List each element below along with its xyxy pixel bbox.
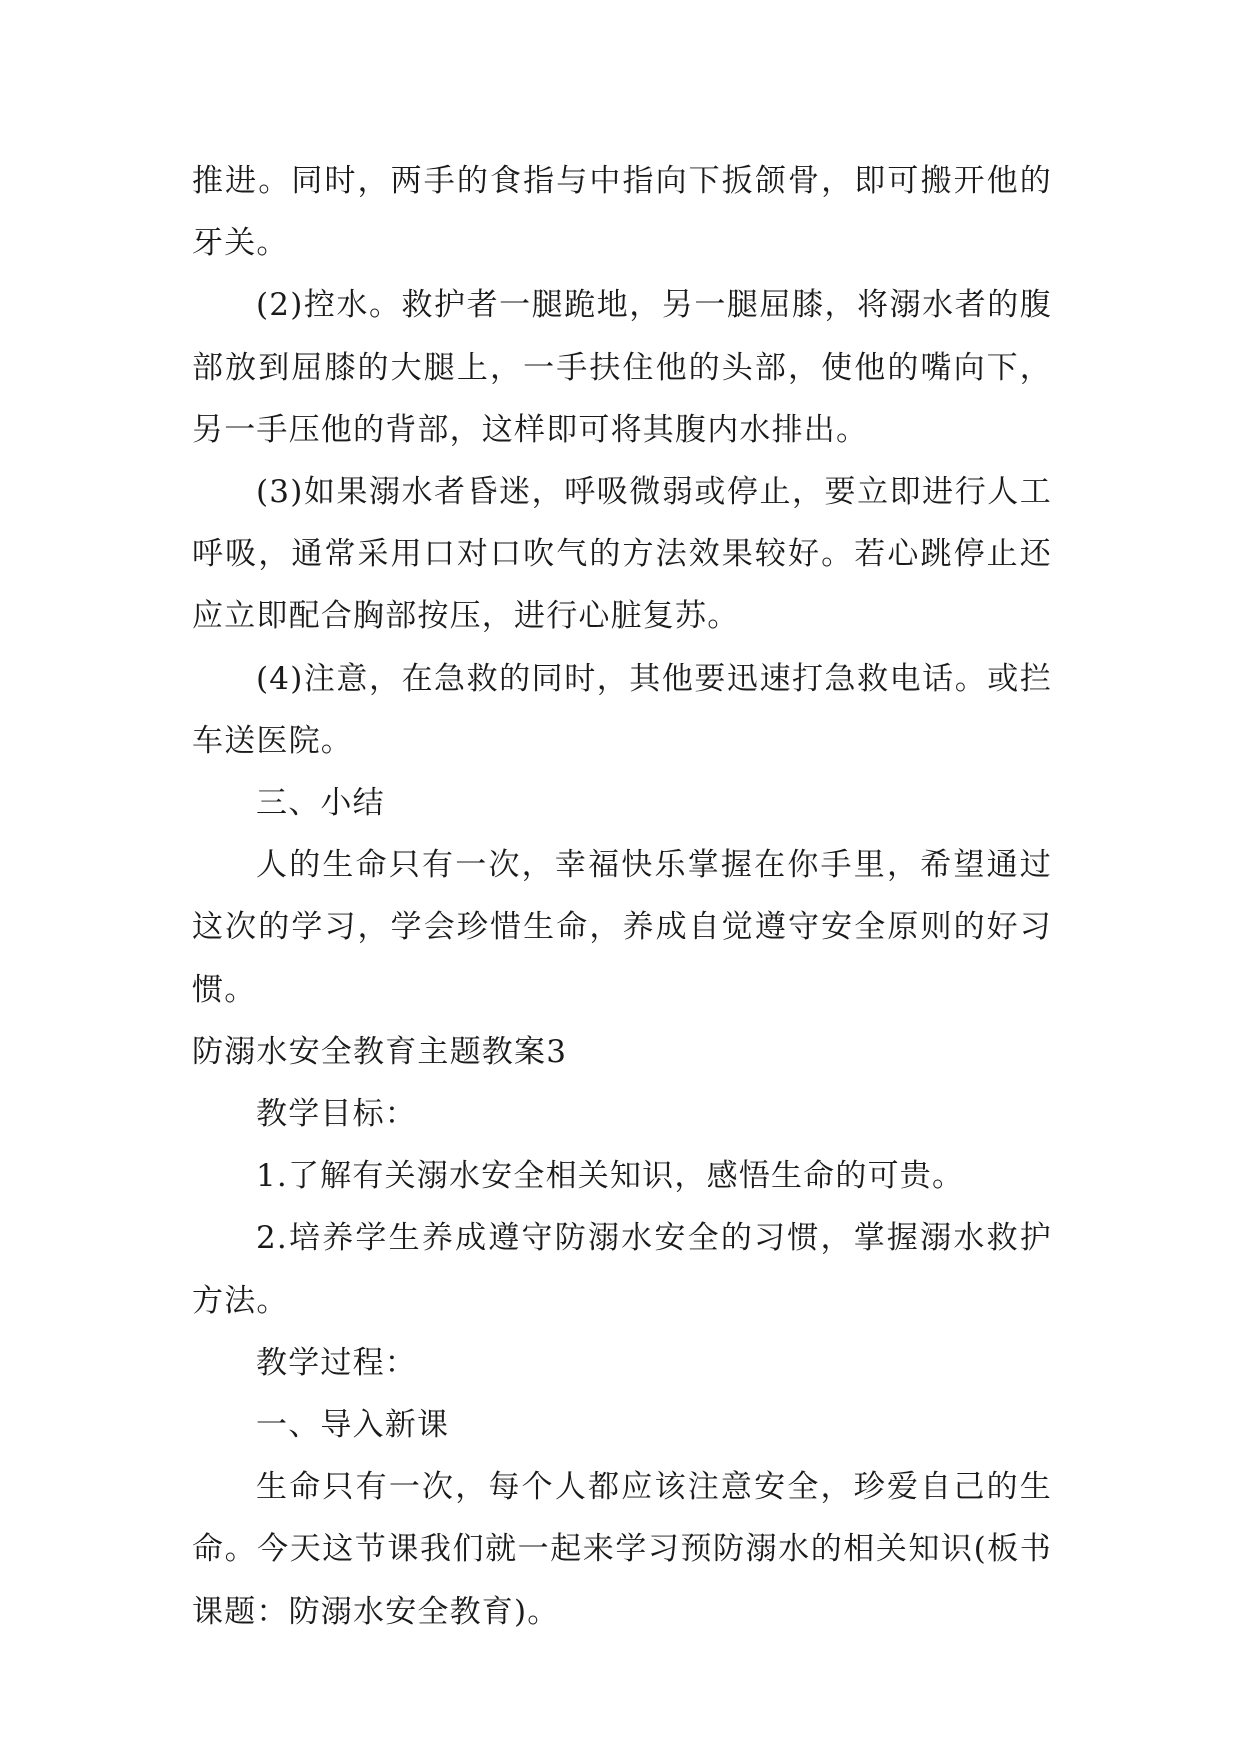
section-heading-summary: 三、小结 [256,785,385,822]
lesson-plan-title: 防溺水安全教育主题教案3 [192,1033,568,1070]
paragraph-emergency-call: (4)注意，在急救的同时，其他要迅速打急救电话。或拦车送医院。 [192,660,1052,759]
paragraph-artificial-respiration: (3)如果溺水者昏迷，呼吸微弱或停止，要立即进行人工呼吸，通常采用口对口吹气的方法效果较好。若心跳停止还应立即配合胸部按压，进行心脏复苏。 [192,474,1052,635]
paragraph-mouth-opening-end: 推进。同时，两手的食指与中指向下扳颌骨，即可搬开他的牙关。 [192,163,1052,262]
paragraph-water-removal: (2)控水。救护者一腿跪地，另一腿屈膝，将溺水者的腹部放到屈膝的大腿上，一手扶住他的头部，使他的嘴向下，另一手压他的背部，这样即可将其腹内水排出。 [192,287,1052,448]
heading-teaching-process: 教学过程： [256,1344,417,1381]
paragraph-introduction: 生命只有一次，每个人都应该注意安全，珍爱自己的生命。今天这节课我们就一起来学习预防溺水的相关知识(板书课题：防溺水安全教育)。 [192,1469,1052,1630]
objective-item-2: 2.培养学生养成遵守防溺水安全的习惯，掌握溺水救护方法。 [192,1220,1052,1319]
heading-teaching-objectives: 教学目标： [256,1096,417,1133]
paragraph-summary: 人的生命只有一次，幸福快乐掌握在你手里，希望通过这次的学习，学会珍惜生命，养成自觉遵守安全原则的好习惯。 [192,847,1052,1008]
document-body [192,150,1052,1643]
objective-item-1: 1.了解有关溺水安全相关知识，感悟生命的可贵。 [256,1158,965,1195]
section-heading-introduction: 一、导入新课 [256,1407,450,1444]
